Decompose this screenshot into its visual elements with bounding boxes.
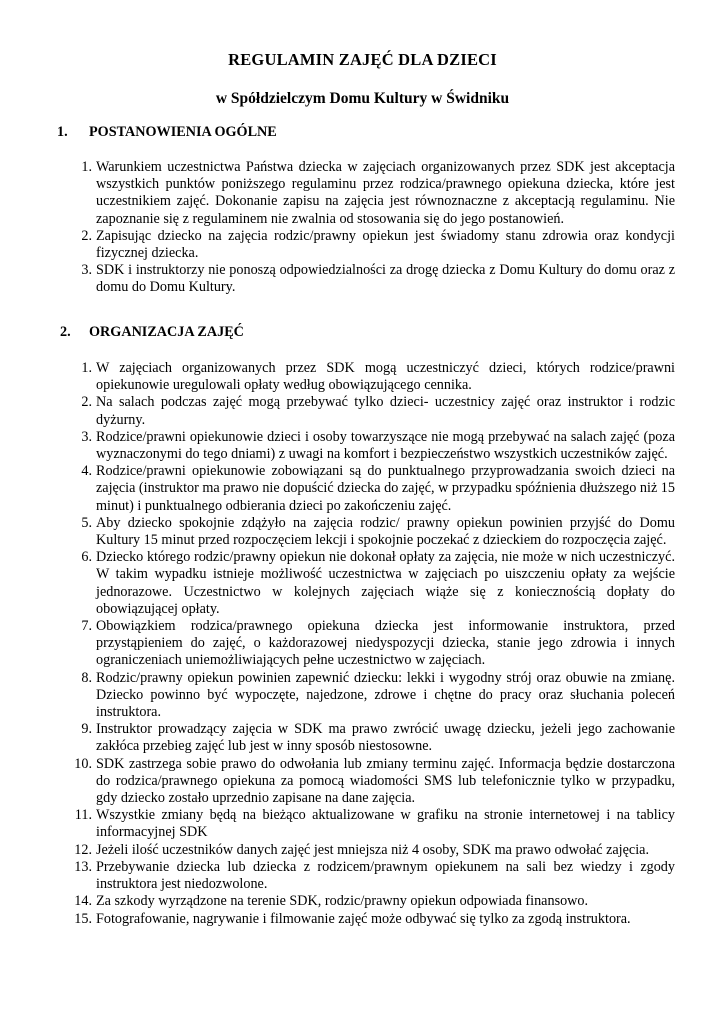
list-item-text: Rodzice/prawni opiekunowie zobowiązani są do punktualnego przyprowadzania swoich dzieci na zajęcia (instruktor ma prawo nie dopuścić dziecka do zajęć, w przypadku spóźnienia dłuższego niż 15 minut) i punktualnego odbierania dzieci po zakończeniu zajęć. (96, 463, 675, 514)
section-2-number: 2. (60, 324, 71, 340)
section-1-heading (57, 124, 277, 141)
document-title: REGULAMIN ZAJĘĆ DLA DZIECI (228, 50, 497, 69)
list-item (64, 159, 675, 228)
list-item (64, 262, 675, 296)
list-item-text: Przebywanie dziecka lub dziecka z rodzicem/prawnym opiekunem na sali bez wiedzy i zgody instruktora jest niedozwolone. (96, 858, 675, 893)
section-2-list (64, 360, 675, 928)
list-item-number: 14. (74, 893, 92, 910)
list-item-number: 12. (74, 841, 92, 858)
list-item (64, 228, 675, 262)
document-subtitle: w Spółdzielczym Domu Kultury w Świdniku (215, 90, 510, 107)
list-item-text: Fotografowanie, nagrywanie i filmowanie zajęć może odbywać się tylko za zgodą instruktora. (96, 910, 631, 927)
list-item-text: SDK zastrzega sobie prawo do odwołania lub zmiany terminu zajęć. Informacja będzie dostarczona do rodzica/prawnego opiekuna za pomocą wiadomości SMS lub telefonicznie tylko w przypadku, gdy dziecko zostało uprzednio zapisane na dane zajęcia. (96, 755, 675, 807)
list-item-number: 5. (81, 514, 92, 531)
section-2-title: ORGANIZACJA ZAJĘĆ (89, 324, 244, 340)
list-item-text: Aby dziecko spokojnie zdążyło na zajęcia rodzic/ prawny opiekun powinien przyjść do Domu Kultury 15 minut przed rozpoczęciem lekcji i spokojnie poczekać z dzieckiem do rozpoczęcia zajęć. (96, 514, 675, 549)
list-item-number: 13. (74, 858, 92, 875)
list-item-number: 8. (81, 669, 92, 686)
section-1-number: 1. (57, 124, 68, 140)
list-item-text: Warunkiem uczestnictwa Państwa dziecka w zajęciach organizowanych przez SDK jest akceptacja wszystkich punktów poniższego regulaminu przez rodzica/prawnego opiekuna dziecka, które jest uczestnikiem zajęć. Dokonanie zapisu na zajęcia jest równoznaczne z akceptacją regulaminu. Nie zapoznanie się z regulaminem nie zwalnia od stosowania się do jego postanowień. (96, 159, 675, 227)
list-item (64, 463, 675, 515)
list-item (64, 670, 675, 722)
list-item (64, 515, 675, 549)
list-item (64, 859, 675, 893)
list-item (64, 756, 675, 808)
list-item-text: SDK i instruktorzy nie ponoszą odpowiedzialności za drogę dziecka z Domu Kultury do domu oraz z domu do Domu Kultury. (96, 262, 675, 296)
list-item-text: Rodzic/prawny opiekun powinien zapewnić dziecku: lekki i wygodny strój oraz obuwie na zmianę. Dziecko powinno być wypoczęte, najedzone, zdrowe i chętne do pracy oraz słuchania poleceń instruktora. (96, 669, 675, 721)
list-item-number: 3. (81, 428, 92, 445)
list-item-number: 7. (81, 618, 92, 635)
list-item-number: 2. (81, 394, 92, 411)
list-item (64, 549, 675, 618)
list-item-text: Na salach podczas zajęć mogą przebywać tylko dzieci- uczestnicy zajęć oraz instruktor i rodzic dyżurny. (96, 394, 675, 428)
list-item-text: Dziecko którego rodzic/prawny opiekun nie dokonał opłaty za zajęcia, nie może w nich uczestniczyć. W takim wypadku istnieje możliwość uczestnictwa w zajęciach po uiszczeniu opłaty za wejście jednorazowe. Uczestnictwo w kolejnych zajęciach wiąże się z koniecznością dopłaty do obowiązującej opłaty. (96, 549, 675, 617)
section-2-heading (60, 324, 244, 341)
list-item-text: Obowiązkiem rodzica/prawnego opiekuna dziecka jest informowanie instruktora, przed przystąpieniem do zajęć, o każdorazowej niedyspozycji dziecka, stanie jego zdrowia i innych ograniczeniach uniemożliwiających pełne uczestnictwo w zajęciach. (96, 618, 675, 669)
list-item (64, 842, 675, 859)
list-item-number: 15. (74, 910, 92, 927)
list-item-number: 2. (81, 227, 92, 244)
list-item-number: 6. (81, 549, 92, 566)
list-item (64, 807, 675, 841)
list-item-number: 4. (81, 463, 92, 480)
section-1-title: POSTANOWIENIA OGÓLNE (89, 124, 277, 140)
list-item-text: Wszystkie zmiany będą na bieżąco aktualizowane w grafiku na stronie internetowej i na tablicy informacyjnej SDK (96, 807, 675, 841)
section-1-list (64, 159, 675, 297)
list-item (64, 893, 675, 910)
list-item-number: 11. (74, 807, 92, 824)
list-item (64, 394, 675, 428)
list-item (64, 618, 675, 670)
list-item-text: Za szkody wyrządzone na terenie SDK, rodzic/prawny opiekun odpowiada finansowo. (96, 893, 589, 910)
list-item-number: 3. (81, 262, 92, 279)
list-item-number: 10. (74, 755, 92, 772)
list-item-text: Jeżeli ilość uczestników danych zajęć jest mniejsza niż 4 osoby, SDK ma prawo odwołać zajęcia. (96, 841, 649, 858)
list-item (64, 721, 675, 755)
list-item (64, 360, 675, 394)
list-item-number: 1. (81, 360, 92, 376)
list-item-text: Zapisując dziecko na zajęcia rodzic/prawny opiekun jest świadomy stanu zdrowia oraz kondycji fizycznej dziecka. (96, 227, 675, 262)
list-item-number: 1. (81, 159, 92, 175)
list-item (64, 911, 675, 928)
list-item (64, 429, 675, 463)
list-item-number: 9. (81, 721, 92, 738)
list-item-text: W zajęciach organizowanych przez SDK mogą uczestniczyć dzieci, których rodzice/prawni opiekunowie uregulowali opłaty według obowiązującego cennika. (96, 360, 675, 394)
list-item-text: Rodzice/prawni opiekunowie dzieci i osoby towarzyszące nie mogą przebywać na salach zajęć (poza wyznaczonymi do tego dniami) z uwagi na komfort i bezpieczeństwo wszystkich uczestników zajęć. (96, 428, 675, 463)
list-item-text: Instruktor prowadzący zajęcia w SDK ma prawo zwrócić uwagę dziecku, jeżeli jego zachowanie zakłóca przebieg zajęć lub jest w inny sposób niestosowne. (96, 721, 675, 755)
